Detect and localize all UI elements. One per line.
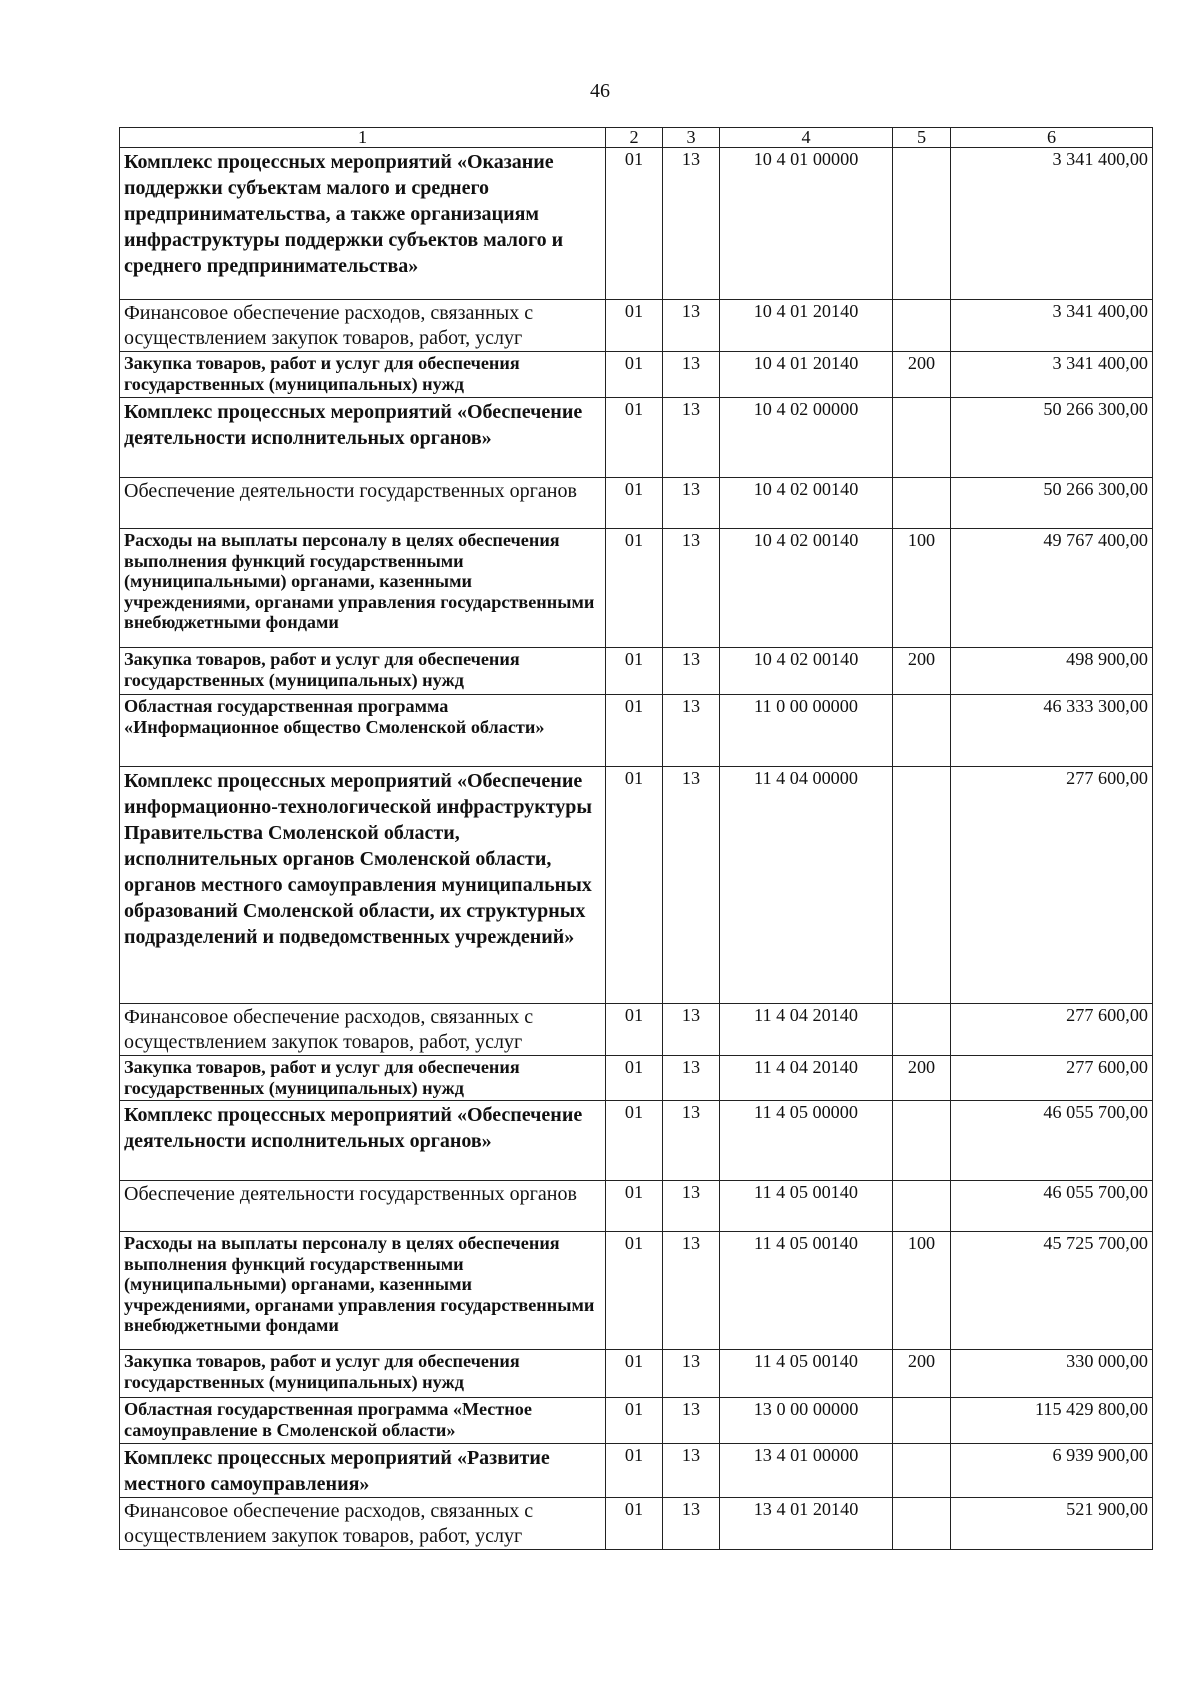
table-row	[120, 1181, 1153, 1232]
row-code-cell: 10 4 01 20140	[720, 300, 893, 352]
row-section-cell: 01	[606, 648, 663, 695]
row-name-cell: Расходы на выплаты персоналу в целях обеспечения выполнения функций государственными (муниципальными) органами, казенными учреждениями, органами управления государственными внебюджетными фондами	[120, 1232, 606, 1350]
row-name-cell: Обеспечение деятельности государственных органов	[120, 1181, 606, 1232]
row-sum-cell: 115 429 800,00	[951, 1398, 1153, 1444]
table-row	[120, 1444, 1153, 1498]
row-name-cell: Закупка товаров, работ и услуг для обеспечения государственных (муниципальных) нужд	[120, 352, 606, 398]
row-code-cell: 13 0 00 00000	[720, 1398, 893, 1444]
row-subsection-cell: 13	[663, 300, 720, 352]
row-name-cell: Финансовое обеспечение расходов, связанных с осуществлением закупок товаров, работ, услуг	[120, 1498, 606, 1550]
row-type-cell: 100	[893, 1232, 951, 1350]
table-row	[120, 300, 1153, 352]
row-name-cell: Комплекс процессных мероприятий «Обеспечение деятельности исполнительных органов»	[120, 398, 606, 478]
row-code-cell: 10 4 01 20140	[720, 352, 893, 398]
row-subsection-cell: 13	[663, 1398, 720, 1444]
row-code-cell: 10 4 02 00140	[720, 478, 893, 529]
row-type-cell: 200	[893, 352, 951, 398]
header-col-6: 6	[951, 128, 1153, 148]
row-code-cell: 11 4 05 00140	[720, 1181, 893, 1232]
row-name-cell: Комплекс процессных мероприятий «Обеспечение информационно-технологической инфраструктуры Правительства Смоленской области, исполнительных органов Смоленской области, органов местного самоуправления муниципальных образований Смоленской области, их структурных подразделений и подведомственных учреждений»	[120, 767, 606, 1004]
row-sum-cell: 49 767 400,00	[951, 529, 1153, 648]
row-subsection-cell: 13	[663, 1350, 720, 1398]
row-name-cell: Комплекс процессных мероприятий «Развитие местного самоуправления»	[120, 1444, 606, 1498]
row-sum-cell: 498 900,00	[951, 648, 1153, 695]
row-type-cell	[893, 1398, 951, 1444]
row-sum-cell: 277 600,00	[951, 1004, 1153, 1056]
row-type-cell	[893, 300, 951, 352]
table-header-row	[120, 128, 1153, 148]
row-name-cell: Комплекс процессных мероприятий «Обеспечение деятельности исполнительных органов»	[120, 1101, 606, 1181]
row-subsection-cell: 13	[663, 148, 720, 300]
row-section-cell: 01	[606, 1398, 663, 1444]
row-code-cell: 11 4 05 00000	[720, 1101, 893, 1181]
row-type-cell	[893, 1004, 951, 1056]
row-subsection-cell: 13	[663, 1056, 720, 1101]
table-row	[120, 478, 1153, 529]
row-code-cell: 11 4 04 20140	[720, 1056, 893, 1101]
row-type-cell	[893, 478, 951, 529]
row-type-cell: 100	[893, 529, 951, 648]
row-sum-cell: 50 266 300,00	[951, 398, 1153, 478]
row-name-cell: Финансовое обеспечение расходов, связанных с осуществлением закупок товаров, работ, услуг	[120, 300, 606, 352]
row-sum-cell: 46 333 300,00	[951, 695, 1153, 767]
row-type-cell	[893, 1498, 951, 1550]
row-subsection-cell: 13	[663, 1498, 720, 1550]
header-col-1: 1	[120, 128, 606, 148]
row-subsection-cell: 13	[663, 1101, 720, 1181]
row-type-cell	[893, 767, 951, 1004]
row-subsection-cell: 13	[663, 1004, 720, 1056]
table-row	[120, 695, 1153, 767]
row-code-cell: 13 4 01 00000	[720, 1444, 893, 1498]
row-section-cell: 01	[606, 1350, 663, 1398]
row-section-cell: 01	[606, 478, 663, 529]
row-subsection-cell: 13	[663, 478, 720, 529]
row-name-cell: Расходы на выплаты персоналу в целях обеспечения выполнения функций государственными (муниципальными) органами, казенными учреждениями, органами управления государственными внебюджетными фондами	[120, 529, 606, 648]
row-section-cell: 01	[606, 1181, 663, 1232]
row-section-cell: 01	[606, 352, 663, 398]
row-code-cell: 11 4 05 00140	[720, 1350, 893, 1398]
row-sum-cell: 3 341 400,00	[951, 300, 1153, 352]
row-name-cell: Комплекс процессных мероприятий «Оказание поддержки субъектам малого и среднего предпринимательства, а также организациям инфраструктуры поддержки субъектов малого и среднего предпринимательства»	[120, 148, 606, 300]
row-code-cell: 10 4 02 00000	[720, 398, 893, 478]
row-sum-cell: 277 600,00	[951, 1056, 1153, 1101]
row-sum-cell: 46 055 700,00	[951, 1101, 1153, 1181]
table-row	[120, 1232, 1153, 1350]
row-code-cell: 11 4 04 00000	[720, 767, 893, 1004]
row-type-cell	[893, 695, 951, 767]
row-section-cell: 01	[606, 695, 663, 767]
row-section-cell: 01	[606, 1498, 663, 1550]
row-type-cell	[893, 1444, 951, 1498]
row-subsection-cell: 13	[663, 1444, 720, 1498]
row-type-cell	[893, 398, 951, 478]
table-row	[120, 1101, 1153, 1181]
table-row	[120, 352, 1153, 398]
row-subsection-cell: 13	[663, 352, 720, 398]
page-number: 46	[590, 80, 610, 102]
header-col-4: 4	[720, 128, 893, 148]
row-section-cell: 01	[606, 1444, 663, 1498]
row-name-cell: Областная государственная программа «Информационное общество Смоленской области»	[120, 695, 606, 767]
row-subsection-cell: 13	[663, 398, 720, 478]
row-sum-cell: 277 600,00	[951, 767, 1153, 1004]
row-subsection-cell: 13	[663, 1181, 720, 1232]
row-type-cell: 200	[893, 1056, 951, 1101]
row-subsection-cell: 13	[663, 767, 720, 1004]
row-code-cell: 10 4 01 00000	[720, 148, 893, 300]
row-section-cell: 01	[606, 767, 663, 1004]
table-row	[120, 1004, 1153, 1056]
table-row	[120, 648, 1153, 695]
row-sum-cell: 521 900,00	[951, 1498, 1153, 1550]
row-name-cell: Обеспечение деятельности государственных органов	[120, 478, 606, 529]
row-sum-cell: 3 341 400,00	[951, 352, 1153, 398]
row-subsection-cell: 13	[663, 529, 720, 648]
row-section-cell: 01	[606, 148, 663, 300]
row-code-cell: 10 4 02 00140	[720, 648, 893, 695]
row-name-cell: Закупка товаров, работ и услуг для обеспечения государственных (муниципальных) нужд	[120, 1350, 606, 1398]
row-type-cell: 200	[893, 648, 951, 695]
row-section-cell: 01	[606, 1232, 663, 1350]
row-type-cell	[893, 1101, 951, 1181]
row-subsection-cell: 13	[663, 695, 720, 767]
budget-table	[119, 127, 1153, 1550]
row-code-cell: 10 4 02 00140	[720, 529, 893, 648]
row-code-cell: 11 4 05 00140	[720, 1232, 893, 1350]
table-row	[120, 1056, 1153, 1101]
table-row	[120, 529, 1153, 648]
row-sum-cell: 50 266 300,00	[951, 478, 1153, 529]
row-name-cell: Закупка товаров, работ и услуг для обеспечения государственных (муниципальных) нужд	[120, 648, 606, 695]
row-sum-cell: 46 055 700,00	[951, 1181, 1153, 1232]
row-section-cell: 01	[606, 398, 663, 478]
row-name-cell: Финансовое обеспечение расходов, связанных с осуществлением закупок товаров, работ, услуг	[120, 1004, 606, 1056]
row-sum-cell: 6 939 900,00	[951, 1444, 1153, 1498]
row-section-cell: 01	[606, 1101, 663, 1181]
row-subsection-cell: 13	[663, 648, 720, 695]
row-code-cell: 13 4 01 20140	[720, 1498, 893, 1550]
header-col-3: 3	[663, 128, 720, 148]
table-row	[120, 767, 1153, 1004]
row-section-cell: 01	[606, 300, 663, 352]
row-sum-cell: 45 725 700,00	[951, 1232, 1153, 1350]
header-col-5: 5	[893, 128, 951, 148]
table-row	[120, 398, 1153, 478]
row-type-cell: 200	[893, 1350, 951, 1398]
row-sum-cell: 3 341 400,00	[951, 148, 1153, 300]
table-row	[120, 1498, 1153, 1550]
row-type-cell	[893, 148, 951, 300]
header-col-2: 2	[606, 128, 663, 148]
table-row	[120, 1350, 1153, 1398]
row-subsection-cell: 13	[663, 1232, 720, 1350]
row-section-cell: 01	[606, 1056, 663, 1101]
row-section-cell: 01	[606, 529, 663, 648]
row-code-cell: 11 0 00 00000	[720, 695, 893, 767]
row-sum-cell: 330 000,00	[951, 1350, 1153, 1398]
row-type-cell	[893, 1181, 951, 1232]
table-row	[120, 148, 1153, 300]
row-code-cell: 11 4 04 20140	[720, 1004, 893, 1056]
row-section-cell: 01	[606, 1004, 663, 1056]
row-name-cell: Закупка товаров, работ и услуг для обеспечения государственных (муниципальных) нужд	[120, 1056, 606, 1101]
table-row	[120, 1398, 1153, 1444]
row-name-cell: Областная государственная программа «Местное самоуправление в Смоленской области»	[120, 1398, 606, 1444]
